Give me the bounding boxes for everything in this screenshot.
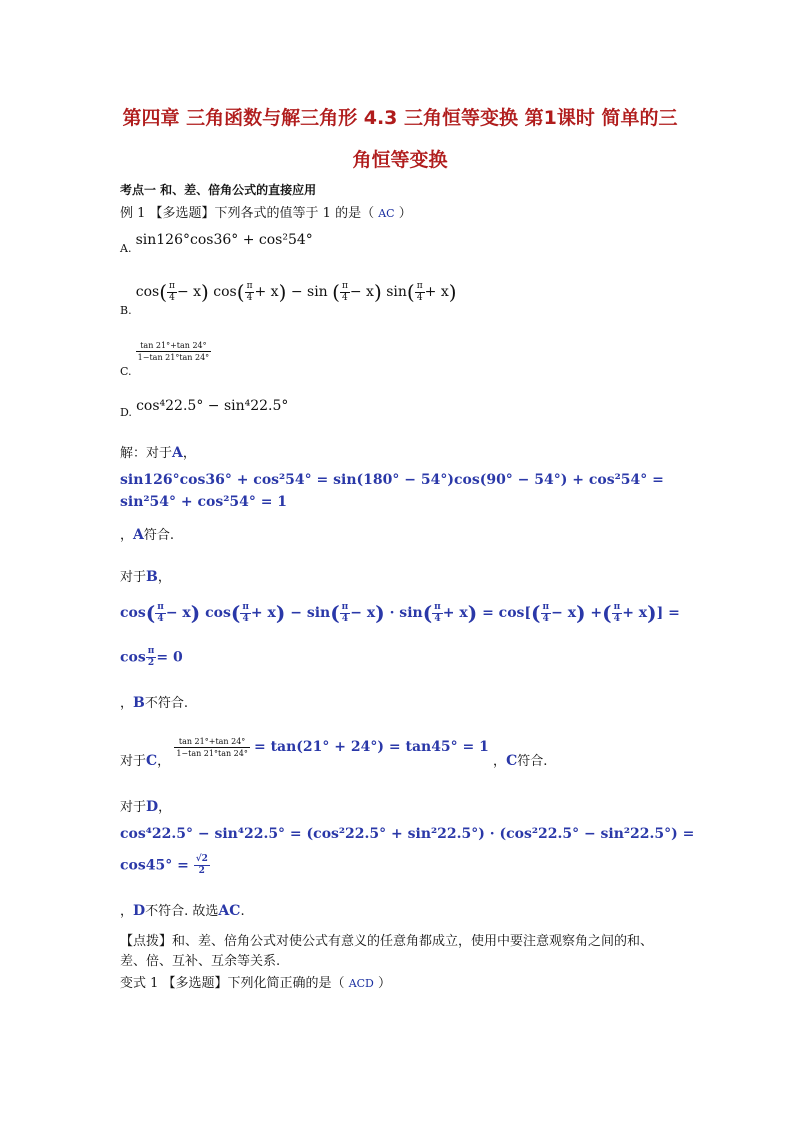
- option-d-label: D.: [120, 406, 132, 419]
- section-heading: 考点一 和、差、倍角公式的直接应用: [120, 183, 317, 197]
- solution-a-intro: 解：对于A，: [120, 445, 196, 461]
- solution-b-result: ，B不符合.: [120, 695, 188, 711]
- solution-b-intro: 对于B，: [120, 569, 171, 585]
- solution-a-result: ，A符合.: [120, 527, 175, 543]
- option-a: [120, 232, 313, 255]
- example-1-answer: AC: [378, 207, 395, 220]
- solution-c: 对于C， $\frac{\tan 21^\circ+\tan 24^\circ}{1-\tan 21^\circ\tan 24^\circ}$ = tan(21° + 24°) = tan45° = 1 ，C符合.: [120, 737, 548, 769]
- example-1-prefix: 例 1 【多选题】下列各式的值等于 1 的是（: [120, 206, 375, 221]
- tip-note-line-2: 差、倍、互补、互余等关系.: [120, 954, 281, 969]
- solution-c-equation: = tan(21° + 24°) = tan45° = 1: [253, 739, 489, 755]
- solution-d-line-2: cos45° = $\frac{√2}{2}$: [120, 854, 208, 876]
- page-title-line-1: 第四章 三角函数与解三角形 4.3 三角恒等变换 第1课时 简单的三: [122, 107, 678, 129]
- example-1-suffix: ）: [398, 206, 412, 221]
- solution-a-line-1: sin126°cos36° + cos²54° = sin(180° − 54°)cos(90° − 54°) + cos²54° =: [120, 472, 664, 488]
- option-b-expr: cos( $\frac{\pi}{4}$ − x) cos( $\frac{\pi}{4}$ + x) − sin ( $\frac{\pi}{4}$ − x) sin( $\frac{\pi}{4}$ + x): [135, 280, 457, 304]
- solution-c-fraction: $\frac{\tan 21^\circ+\tan 24^\circ}{1-\tan 21^\circ\tan 24^\circ}$: [176, 737, 248, 758]
- option-a-label: A.: [120, 242, 132, 255]
- solution-b-line-1: cos( $\frac{\pi}{4}$ − x) cos( $\frac{\pi}{4}$ + x) − sin( $\frac{\pi}{4}$ − x) · sin( $\frac{\pi}{4}$ + x) = cos[( $\frac{\pi}{4}$ − x) +( $\frac{\pi}{4}$ + x)] =: [120, 601, 680, 625]
- solution-d-line-1: cos⁴22.5° − sin⁴22.5° = (cos²22.5° + sin²22.5°) · (cos²22.5° − sin²22.5°) =: [120, 826, 695, 842]
- option-c-label: C.: [120, 365, 132, 378]
- option-c-fraction: $\frac{\tan 21^\circ+\tan 24^\circ}{1-\tan 21^\circ\tan 24^\circ}$: [137, 341, 210, 362]
- tip-note-line-1: 【点拨】和、差、倍角公式对使公式有意义的任意角都成立，使用中要注意观察角之间的和、: [120, 934, 654, 949]
- option-c: [120, 340, 211, 378]
- solution-b-line-2: cos $\frac{\pi}{2}$ = 0: [120, 646, 183, 668]
- solution-a-line-2: sin²54° + cos²54° = 1: [120, 494, 288, 510]
- example-1-stem: [120, 202, 412, 221]
- solution-d-intro: 对于D，: [120, 799, 172, 815]
- option-d-expr: cos⁴22.5° − sin⁴22.5°: [136, 398, 289, 414]
- option-d: [120, 398, 289, 419]
- variant-1-answer: ACD: [348, 977, 374, 990]
- page-title-line-2: 角恒等变换: [352, 149, 448, 171]
- solution-d-result: ，D不符合. 故选AC.: [120, 903, 245, 919]
- option-a-expr: sin126°cos36° + cos²54°: [135, 232, 313, 248]
- variant-1-stem: 变式 1 【多选题】下列化简正确的是（ ACD ）: [120, 976, 392, 991]
- option-b: [120, 280, 457, 317]
- option-b-label: B.: [120, 304, 132, 317]
